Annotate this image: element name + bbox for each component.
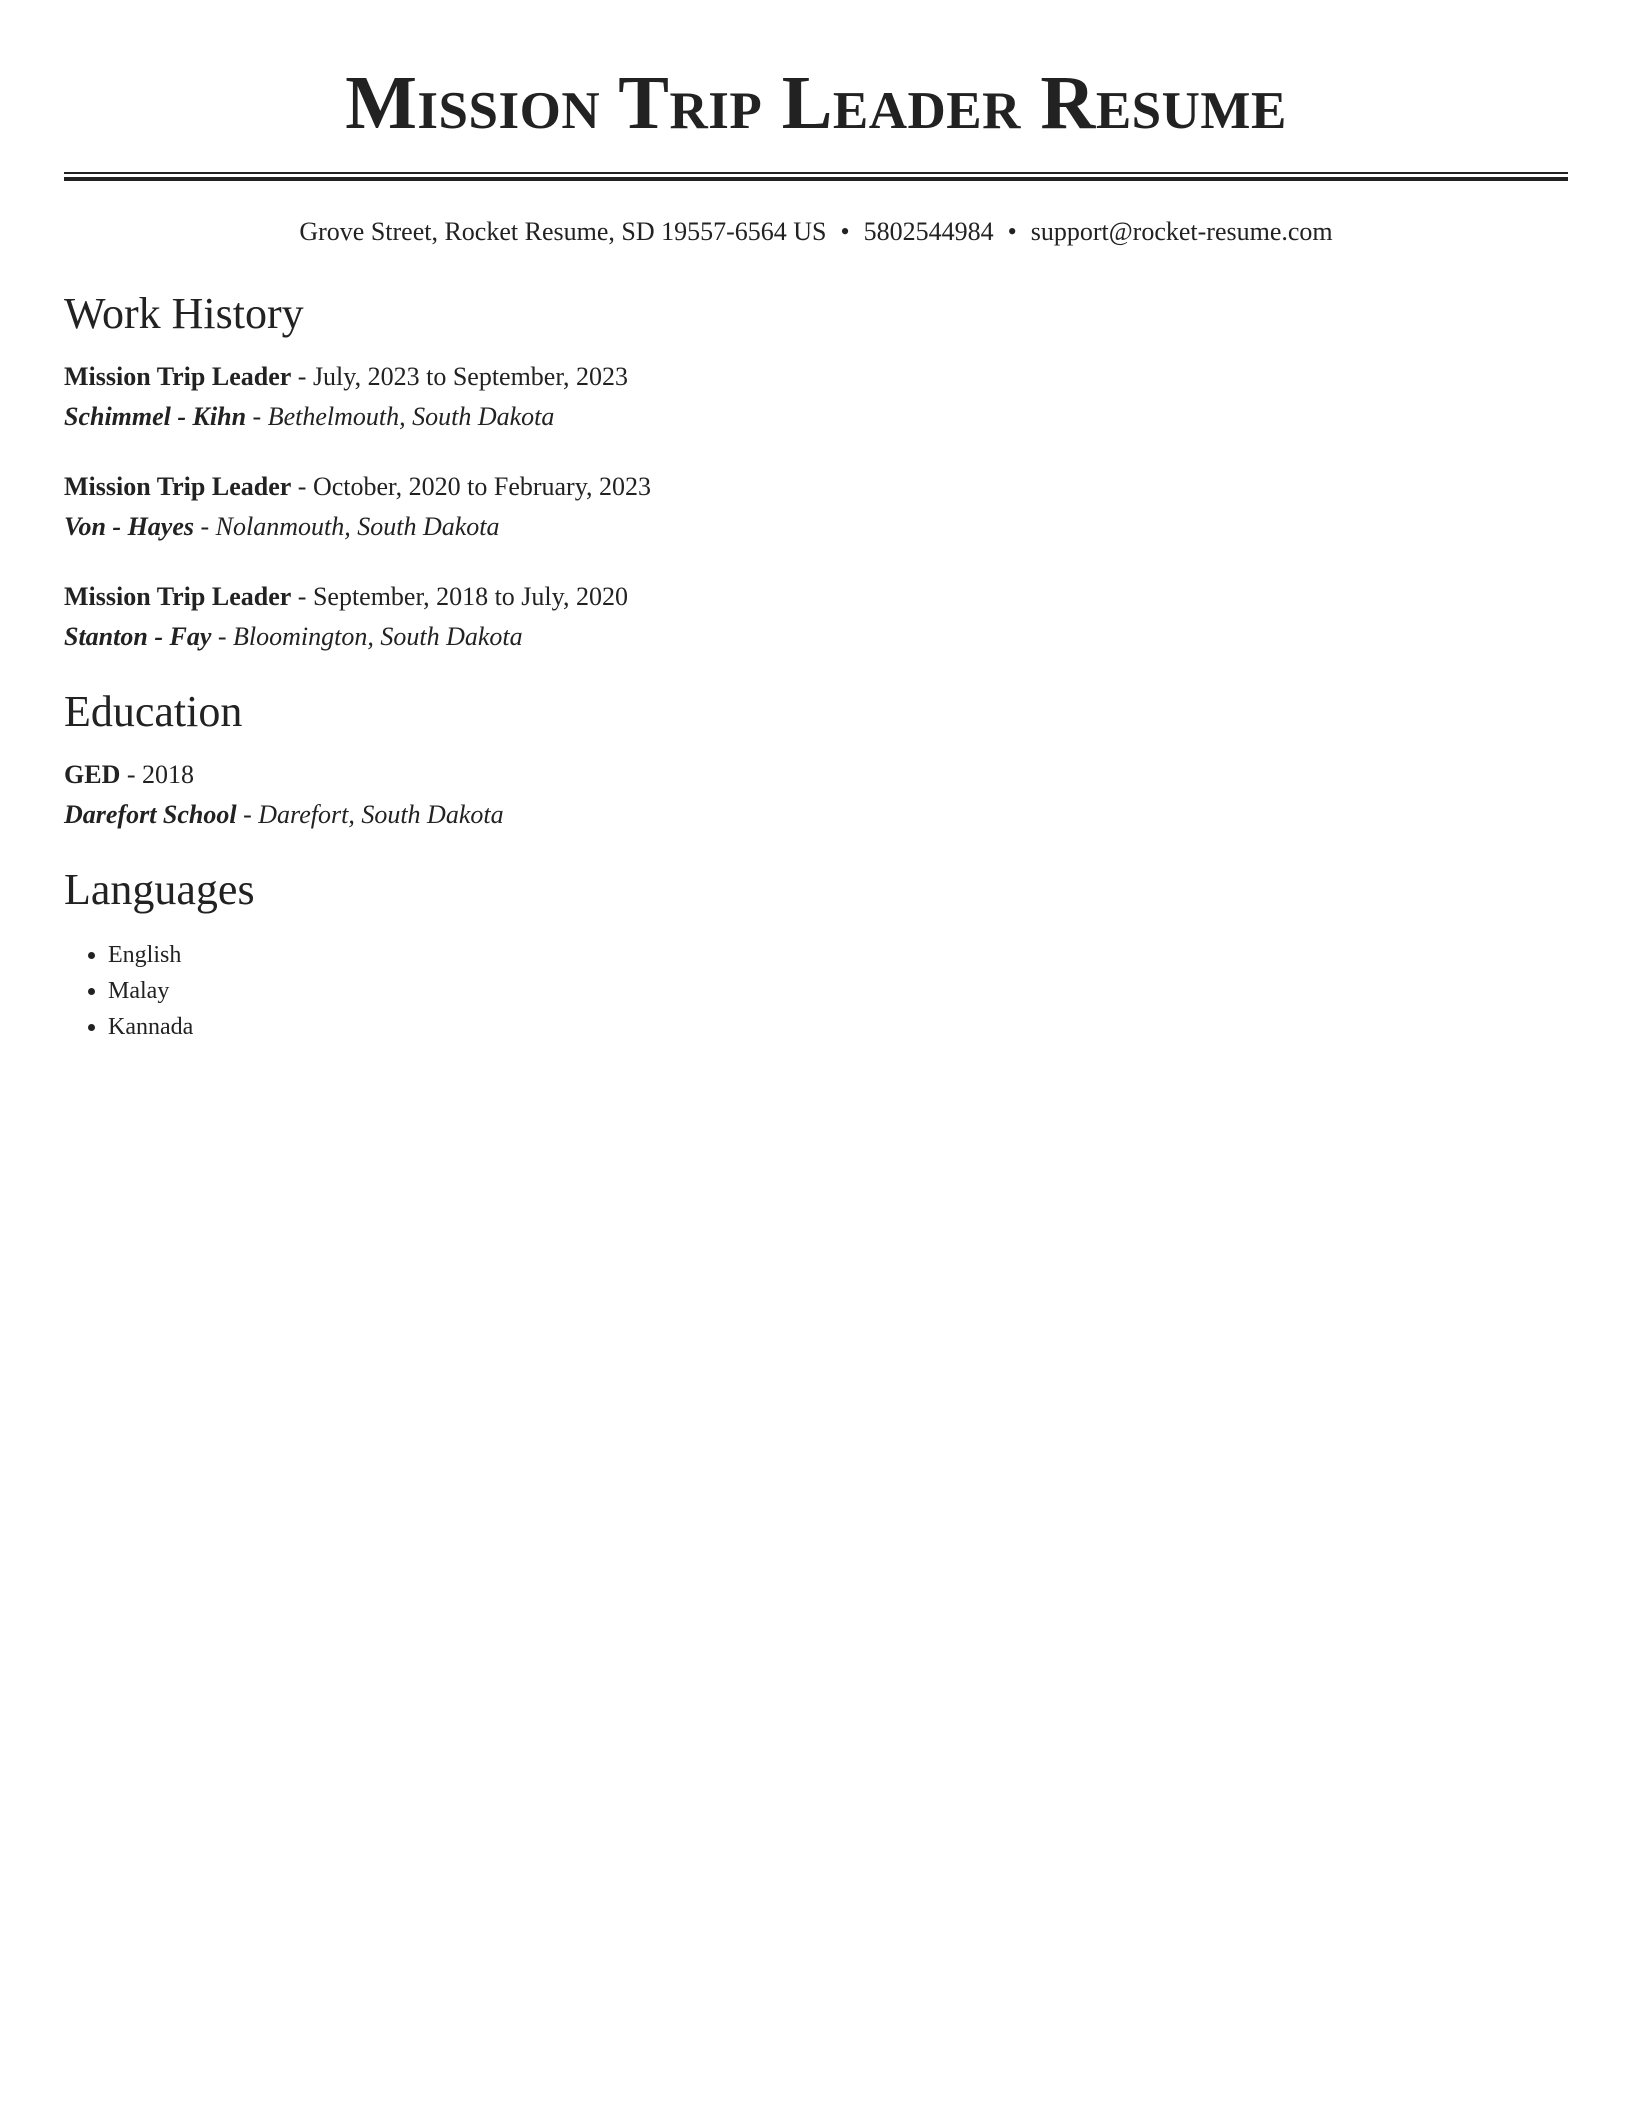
title-divider	[64, 172, 1568, 181]
contact-email: support@rocket-resume.com	[1030, 217, 1333, 246]
work-history-heading: Work History	[64, 289, 304, 338]
languages-list	[64, 937, 1568, 1045]
language-item: • English	[108, 937, 1568, 973]
job-title: Mission Trip Leader	[64, 472, 292, 501]
contact-separator: •	[1007, 217, 1017, 246]
job-location: - Bloomington, South Dakota	[211, 622, 523, 651]
education-location: - Darefort, South Dakota	[236, 800, 504, 829]
education-heading: Education	[64, 687, 243, 736]
job-location: - Bethelmouth, South Dakota	[246, 402, 555, 431]
job-location: - Nolanmouth, South Dakota	[194, 512, 500, 541]
resume-title: Mission Trip Leader Resume	[345, 61, 1287, 145]
job-entry	[64, 577, 1568, 657]
job-company: Stanton - Fay	[64, 622, 212, 651]
education-entry	[64, 755, 1568, 835]
languages-heading: Languages	[64, 865, 255, 914]
job-title: Mission Trip Leader	[64, 362, 292, 391]
contact-line	[64, 215, 1568, 249]
education-year: - 2018	[120, 760, 195, 789]
contact-phone: 5802544984	[863, 217, 994, 246]
contact-separator: •	[840, 217, 850, 246]
job-title: Mission Trip Leader	[64, 582, 292, 611]
resume-page	[64, 0, 1568, 1045]
job-dates: - July, 2023 to September, 2023	[291, 362, 628, 391]
language-item: • Malay	[108, 973, 1568, 1009]
contact-address: Grove Street, Rocket Resume, SD 19557-6564 US	[299, 217, 827, 246]
job-company: Von - Hayes	[64, 512, 194, 541]
job-dates: - September, 2018 to July, 2020	[291, 582, 628, 611]
job-company: Schimmel - Kihn	[64, 402, 247, 431]
job-entry	[64, 467, 1568, 547]
language-item: • Kannada	[108, 1009, 1568, 1045]
education-school: Darefort School	[64, 800, 237, 829]
job-dates: - October, 2020 to February, 2023	[291, 472, 652, 501]
education-degree: GED	[64, 760, 121, 789]
job-entry	[64, 357, 1568, 437]
